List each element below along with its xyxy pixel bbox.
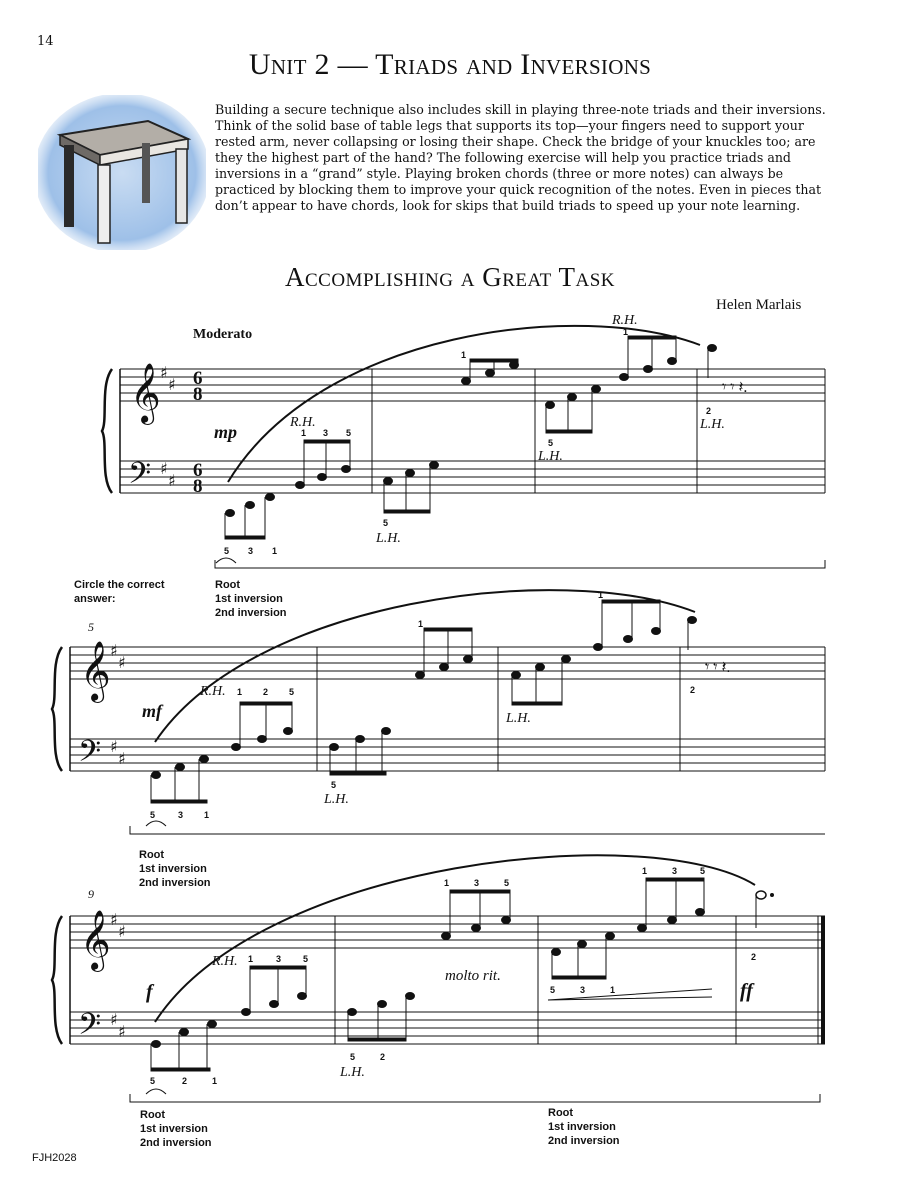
note [318,474,327,481]
note [356,736,365,743]
sharp: ♯ [110,1010,118,1029]
note [384,478,393,485]
notes-system-2 [151,600,730,803]
sharp: ♯ [110,910,118,929]
note [652,628,661,635]
fingering: 5 [150,1076,156,1086]
sharp: ♯ [168,471,176,490]
beam [552,976,606,979]
note [708,345,717,352]
lh-label: L.H. [506,711,531,726]
note [668,358,677,365]
rest: 𝄾 𝄾 𝄽. [705,659,731,676]
note [546,402,555,409]
note [606,933,615,940]
beam [628,336,676,339]
answer-option-2nd-inversion[interactable]: 2nd inversion [139,877,211,889]
note [200,756,209,763]
beam [602,600,660,603]
note [406,470,415,477]
lh-label: L.H. [538,449,563,464]
note [266,494,275,501]
fingering: 1 [272,546,278,556]
note [668,917,677,924]
answer-option-1st-inversion[interactable]: 1st inversion [140,1123,208,1135]
beam [250,966,306,969]
fingering: 5 [331,780,337,790]
note [176,764,185,771]
answer-option-1st-inversion[interactable]: 1st inversion [548,1121,616,1133]
fingering: 3 [672,866,678,876]
beam [151,800,207,803]
answer-group-1 [215,578,287,620]
note [696,909,705,916]
fingering: 3 [276,954,282,964]
note [378,1001,387,1008]
answer-group-3 [140,1108,212,1150]
rh-label: R.H. [290,415,316,430]
piece-title: Accomplishing a Great Task [284,262,615,292]
note [330,744,339,751]
molto-rit: molto rit. [445,968,501,984]
note [552,949,561,956]
note [624,636,633,643]
fingering: 5 [289,687,295,697]
note [440,664,449,671]
fingering: 1 [301,428,307,438]
note [152,772,161,779]
fingering: 2 [690,685,696,695]
lh-label: L.H. [340,1065,365,1080]
note [472,925,481,932]
fingering: 3 [248,546,254,556]
brace-2 [52,647,62,771]
sharp: ♯ [118,922,126,941]
note [462,378,471,385]
note [382,728,391,735]
note [568,394,577,401]
measure-number: 9 [88,887,94,901]
note [592,386,601,393]
note [232,744,241,751]
sharp: ♯ [160,459,168,478]
answer-option-2nd-inversion[interactable]: 2nd inversion [215,607,287,619]
fingering: 1 [248,954,254,964]
bass-clef-1: 𝄢 [128,457,152,497]
lh-label: L.H. [324,792,349,807]
fingering: 1 [598,590,604,600]
fingering: 1 [204,810,210,820]
fingering: 5 [504,878,510,888]
rh-label: R.H. [212,954,238,969]
fingering: 5 [700,866,706,876]
dynamic-mp: mp [214,422,238,442]
fingering: 3 [178,810,184,820]
sharp: ♯ [110,737,118,756]
beam [151,1068,210,1071]
note [242,1009,251,1016]
note [180,1029,189,1036]
brace-3 [52,916,62,1044]
note [258,736,267,743]
measure-number: 5 [88,620,94,634]
crescendo-hairpin [548,989,712,1000]
time-sig-bottom: 8 [193,384,203,405]
beam [348,1038,406,1041]
note [226,510,235,517]
sharp: ♯ [118,1022,126,1041]
rh-label: R.H. [612,313,638,328]
note [442,933,451,940]
fingering: 3 [323,428,329,438]
note [486,370,495,377]
beam [450,890,510,893]
treble-clef-1: 𝄞 [130,365,161,422]
note [536,664,545,671]
fingering: 5 [383,518,389,528]
beam [304,440,350,443]
dynamic-ff: ff [740,980,753,1002]
rh-label: R.H. [200,684,226,699]
treble-clef-3: 𝄞 [80,912,111,969]
tempo-marking: Moderato [193,327,253,342]
beam [240,702,292,705]
answer-option-root[interactable]: Root [215,579,241,591]
note [416,672,425,679]
beam [384,510,430,513]
note [152,1041,161,1048]
composer-name: Helen Marlais [716,297,802,313]
sharp: ♯ [168,375,176,394]
half-note [756,891,766,899]
note [562,656,571,663]
bass-clef-2: 𝄢 [78,735,102,775]
note [430,462,439,469]
fingering: 3 [474,878,480,888]
beam [330,772,386,775]
sharp: ♯ [118,749,126,768]
dynamic-mf: mf [142,701,162,721]
treble-clef-2: 𝄞 [80,643,111,700]
rest: 𝄾 𝄾 𝄽. [722,379,748,396]
note [594,644,603,651]
fingering: 5 [346,428,352,438]
beam [546,430,592,433]
note [246,502,255,509]
fingering: 2 [751,952,757,962]
bass-clef-3: 𝄢 [78,1008,102,1048]
intro-paragraph: Building a secure technique also includes skill in playing three-note triads and their inversions. Think of the solid base of table legs that supports its top—your fingers need to support your rested arm, never collapsing or losing their shape. Check the bridge of your knuckles too; are they the highest part of the hand? The following exercise will help you practice triads and inversions in a “grand” style. Playing broken chords (three or more notes) can always be practiced by blocking them to improve your quick recognition of the notes. Even in pieces that don’t appear to have chords, look for skips that build triads to speed up your note learning. [215,102,826,213]
sharp: ♯ [118,653,126,672]
fingering: 5 [350,1052,356,1062]
fingering: 5 [548,438,554,448]
note [296,482,305,489]
note [348,1009,357,1016]
note [298,993,307,1000]
lh-label: L.H. [700,417,725,432]
brace-1 [102,369,112,493]
note [620,374,629,381]
dot [771,894,774,897]
answer-option-1st-inversion[interactable]: 1st inversion [139,863,207,875]
answer-option-root[interactable]: Root [140,1109,166,1121]
fingering: 1 [444,878,450,888]
answer-option-root[interactable]: Root [548,1107,574,1119]
fingering: 1 [418,619,424,629]
sharp: ♯ [160,363,168,382]
answer-option-root[interactable]: Root [139,849,165,861]
lh-label: L.H. [376,531,401,546]
beam [512,702,562,705]
answer-group-2 [139,848,211,890]
catalog-code: FJH2028 [32,1152,77,1164]
fingering: 1 [623,327,629,337]
fingering: 5 [150,810,156,820]
beam [424,628,472,631]
fingering: 1 [461,350,467,360]
fingering: 1 [610,985,616,995]
answer-option-2nd-inversion[interactable]: 2nd inversion [140,1137,212,1149]
note [270,1001,279,1008]
fingering: 5 [224,546,230,556]
note [644,366,653,373]
beam [646,878,704,881]
fingering: 1 [642,866,648,876]
page-number: 14 [37,34,54,49]
time-sig-top: 6 [193,460,203,481]
beam [470,359,518,362]
time-sig-bottom: 8 [193,476,203,497]
note [638,925,647,932]
answer-group-4 [548,1106,620,1148]
answer-option-2nd-inversion[interactable]: 2nd inversion [548,1135,620,1147]
note [502,917,511,924]
fingering: 2 [706,406,712,416]
unit-title: Unit 2 — Triads and Inversions [248,48,652,81]
note [578,941,587,948]
note [208,1021,217,1028]
beam [225,536,265,539]
fingering: 1 [212,1076,218,1086]
fingering: 1 [237,687,243,697]
time-sig-top: 6 [193,368,203,389]
note [510,362,519,369]
note [512,672,521,679]
fingering: 5 [303,954,309,964]
fingering: 3 [580,985,586,995]
circle-instruction: Circle the correct answer: [74,579,165,605]
note [464,656,473,663]
note [688,617,697,624]
note [342,466,351,473]
dynamic-f: f [146,981,153,1003]
fingering: 2 [380,1052,386,1062]
note [284,728,293,735]
fingering: 2 [263,687,269,697]
fingering: 5 [550,985,556,995]
note [406,993,415,1000]
answer-option-1st-inversion[interactable]: 1st inversion [215,593,283,605]
sharp: ♯ [110,641,118,660]
fingering: 2 [182,1076,188,1086]
